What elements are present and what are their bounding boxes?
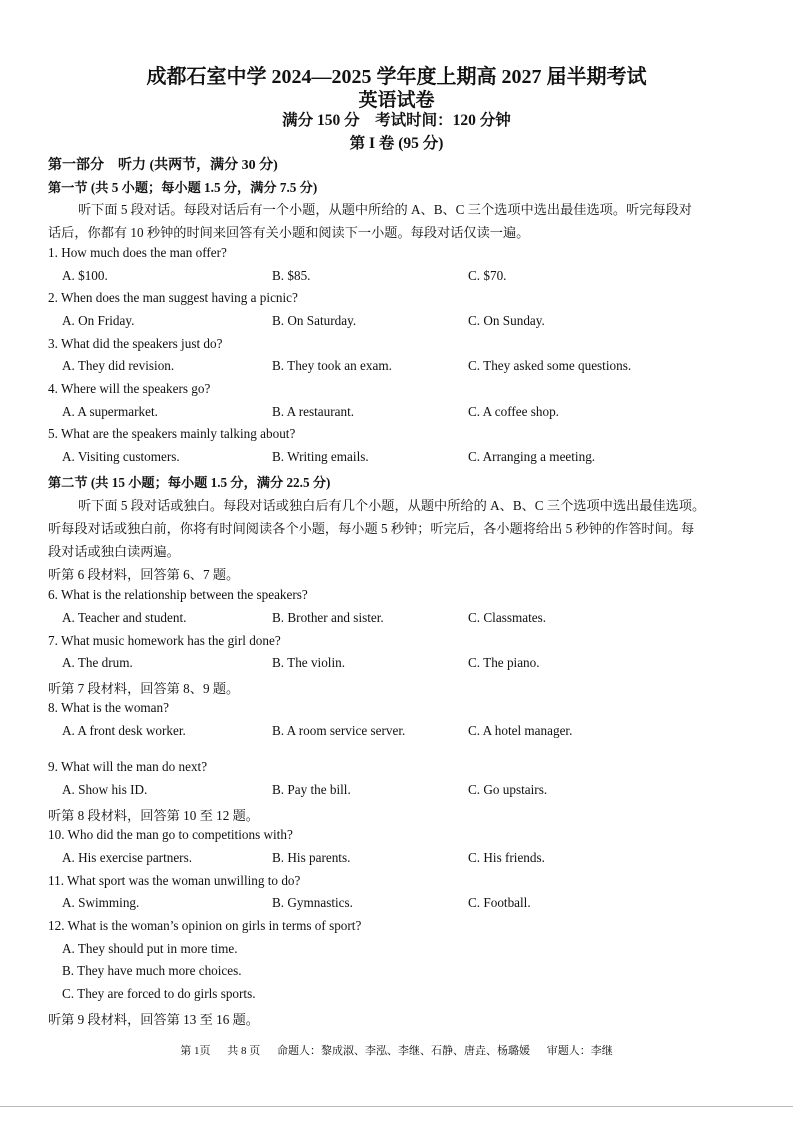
option-b[interactable]: B. $85. (272, 268, 311, 283)
option-c[interactable]: C. Classmates. (468, 610, 547, 625)
material-note: 听第 8 段材料，回答第 10 至 12 题。 (48, 808, 259, 823)
option-c[interactable]: C. Go upstairs. (468, 782, 548, 797)
option-b[interactable]: B. A room service server. (272, 723, 406, 738)
section2-instructions-line1: 听下面 5 段对话或独白。每段对话或独白后有几个小题，从题中所给的 A、B、C 三个选项中选出最佳选项。 (78, 498, 706, 513)
section1-instructions-line1: 听下面 5 段对话。每段对话后有一个小题，从题中所给的 A、B、C 三个选项中选出最佳选项。听完每段对 (78, 202, 692, 217)
option-b[interactable]: B. Brother and sister. (272, 610, 384, 625)
option-c[interactable]: C. They asked some questions. (468, 358, 632, 373)
option-c[interactable]: C. A coffee shop. (468, 404, 559, 419)
question-stem: 4. Where will the speakers go? (48, 381, 211, 396)
exam-title: 成都石室中学 2024—2025 学年度上期高 2027 届半期考试 (146, 66, 647, 88)
option-c[interactable]: C. His friends. (468, 850, 545, 865)
question-authors: 命题人：黎成淑、李泓、李继、石静、唐垚、杨璐媛 (277, 1045, 530, 1057)
question-stem: 8. What is the woman? (48, 700, 169, 715)
option-a[interactable]: A. They did revision. (62, 358, 175, 373)
section2-instructions-line3: 段对话或独白读两遍。 (48, 544, 180, 559)
option-a[interactable]: A. Show his ID. (62, 782, 148, 797)
option-b[interactable]: B. His parents. (272, 850, 351, 865)
option-a[interactable]: A. Visiting customers. (62, 449, 180, 464)
subject-title: 英语试卷 (358, 90, 435, 111)
option-c[interactable]: C. Arranging a meeting. (468, 449, 596, 464)
question-stem: 1. How much does the man offer? (48, 245, 227, 260)
option-a[interactable]: A. On Friday. (62, 313, 135, 328)
option-a[interactable]: A. A supermarket. (62, 404, 158, 419)
option-b[interactable]: B. On Saturday. (272, 313, 357, 328)
option-a[interactable]: A. $100. (62, 268, 108, 283)
option-b[interactable]: B. Writing emails. (272, 449, 369, 464)
option-b[interactable]: B. The violin. (272, 655, 346, 670)
part1-heading: 第一部分 听力 (共两节，满分 30 分) (48, 158, 278, 173)
page-footer (0, 1042, 793, 1058)
bottom-divider (0, 1106, 793, 1107)
section1-instructions-line2: 话后，你都有 10 秒钟的时间来回答有关小题和阅读下一小题。每段对话仅读一遍。 (48, 225, 530, 240)
reviewer: 审题人：李继 (546, 1045, 613, 1057)
material-note: 听第 6 段材料，回答第 6、7 题。 (48, 567, 240, 582)
option-c[interactable]: C. A hotel manager. (468, 723, 573, 738)
section2-instructions-line2: 听每段对话或独白前，你将有时间阅读各个小题，每小题 5 秒钟；听完后，各小题将给出 5 秒钟的作答时间。每 (48, 521, 695, 536)
question-stem: 2. When does the man suggest having a picnic? (48, 290, 298, 305)
option-a[interactable]: A. Teacher and student. (62, 610, 187, 625)
option-b[interactable]: B. They have much more choices. (62, 963, 242, 978)
option-a[interactable]: A. The drum. (62, 655, 133, 670)
option-c[interactable]: C. On Sunday. (468, 313, 545, 328)
question-stem: 7. What music homework has the girl done? (48, 633, 281, 648)
option-a[interactable]: A. His exercise partners. (62, 850, 192, 865)
page-total: 共 8 页 (227, 1045, 261, 1057)
question-stem: 3. What did the speakers just do? (48, 336, 223, 351)
section2-heading: 第二节 (共 15 小题；每小题 1.5 分，满分 22.5 分) (48, 475, 331, 490)
question-stem: 12. What is the woman’s opinion on girls in terms of sport? (48, 918, 362, 933)
material-note: 听第 9 段材料，回答第 13 至 16 题。 (48, 1012, 259, 1027)
exam-meta: 满分 150 分 考试时间：120 分钟 (282, 112, 511, 129)
question-stem: 11. What sport was the woman unwilling to do? (48, 873, 301, 888)
option-b[interactable]: B. A restaurant. (272, 404, 355, 419)
question-stem: 9. What will the man do next? (48, 759, 208, 774)
option-a[interactable]: A. They should put in more time. (62, 941, 238, 956)
question-stem: 5. What are the speakers mainly talking about? (48, 426, 296, 441)
option-c[interactable]: C. $70. (468, 268, 507, 283)
option-c[interactable]: C. Football. (468, 895, 531, 910)
question-stem: 10. Who did the man go to competitions with? (48, 827, 293, 842)
option-b[interactable]: B. Pay the bill. (272, 782, 351, 797)
option-a[interactable]: A. A front desk worker. (62, 723, 186, 738)
volume-heading: 第 I 卷 (95 分) (349, 135, 444, 152)
option-b[interactable]: B. They took an exam. (272, 358, 392, 373)
material-note: 听第 7 段材料，回答第 8、9 题。 (48, 681, 240, 696)
page-number: 第 1页 (180, 1045, 211, 1057)
option-c[interactable]: C. They are forced to do girls sports. (62, 986, 256, 1001)
question-stem: 6. What is the relationship between the speakers? (48, 587, 308, 602)
option-c[interactable]: C. The piano. (468, 655, 540, 670)
section1-heading: 第一节 (共 5 小题；每小题 1.5 分，满分 7.5 分) (48, 180, 318, 195)
option-a[interactable]: A. Swimming. (62, 895, 140, 910)
option-b[interactable]: B. Gymnastics. (272, 895, 353, 910)
